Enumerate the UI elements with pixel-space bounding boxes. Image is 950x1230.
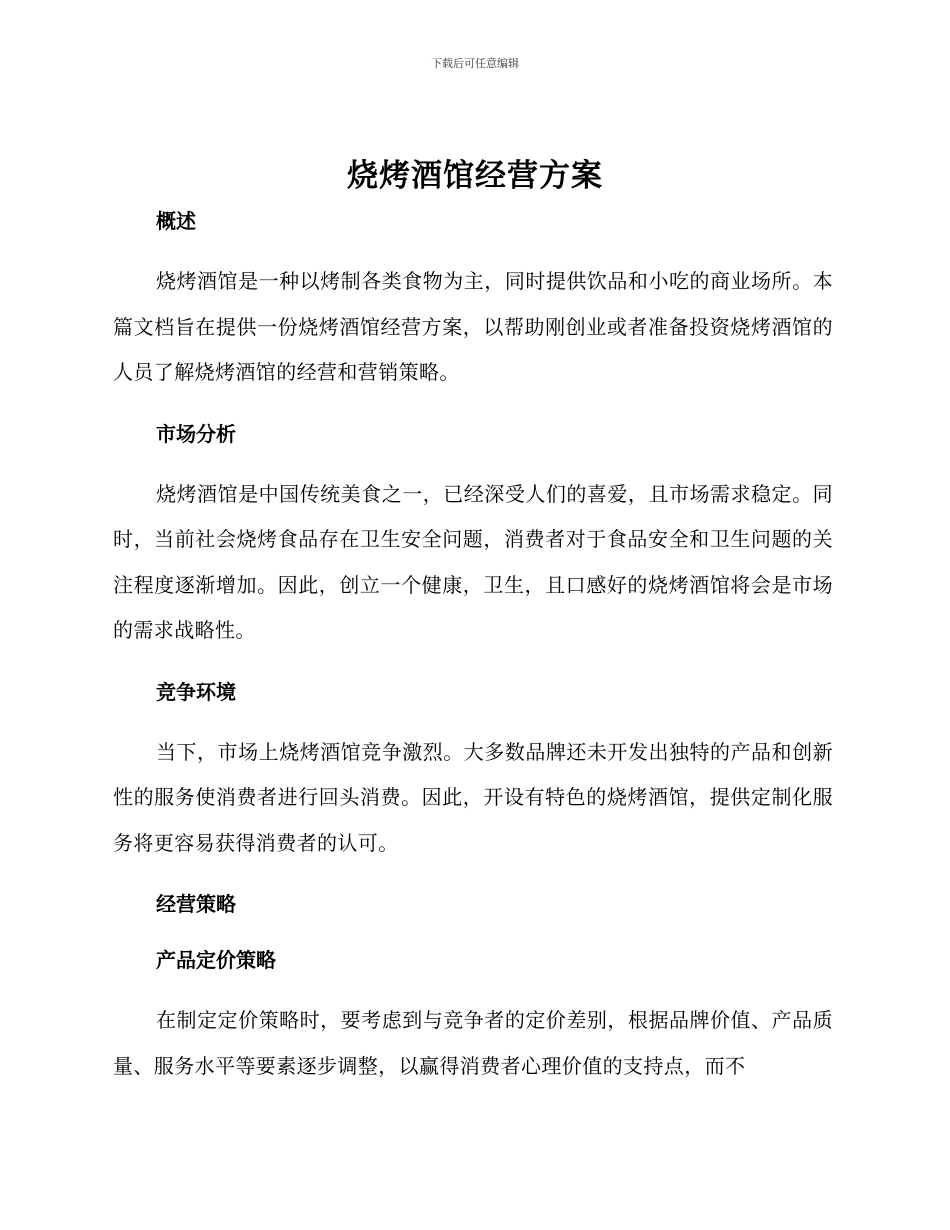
section-paragraph-competition: 当下，市场上烧烤酒馆竞争激烈。大多数品牌还未开发出独特的产品和创新性的服务使消费者进行回头消费。因此，开设有特色的烧烤酒馆，提供定制化服务将更容易获得消费者的认可。	[113, 739, 833, 855]
section-paragraph-overview: 烧烤酒馆是一种以烤制各类食物为主，同时提供饮品和小吃的商业场所。本篇文档旨在提供一份烧烤酒馆经营方案，以帮助刚创业或者准备投资烧烤酒馆的人员了解烧烤酒馆的经营和营销策略。	[113, 269, 833, 384]
section-paragraph-pricing: 在制定定价策略时，要考虑到与竞争者的定价差别，根据品牌价值、产品质量、服务水平等要素逐步调整，以赢得消费者心理价值的支持点，而不	[113, 1008, 833, 1078]
section-heading-competition: 竞争环境	[156, 679, 236, 704]
document-title: 烧烤酒馆经营方案	[347, 158, 603, 194]
section-heading-overview: 概述	[156, 209, 196, 233]
document-body	[113, 203, 833, 1089]
section-heading-pricing: 产品定价策略	[156, 948, 276, 972]
section-paragraph-market-analysis: 烧烤酒馆是中国传统美食之一，已经深受人们的喜爱，且市场需求稳定。同时，当前社会烧烤食品存在卫生安全问题，消费者对于食品安全和卫生问题的关注程度逐渐增加。因此，创立一个健康，卫生，且口感好的烧烤酒馆将会是市场的需求战略性。	[113, 481, 833, 642]
header-note: 下载后可任意编辑	[431, 57, 519, 70]
section-heading-market-analysis: 市场分析	[156, 421, 236, 446]
section-heading-strategy: 经营策略	[156, 892, 236, 916]
